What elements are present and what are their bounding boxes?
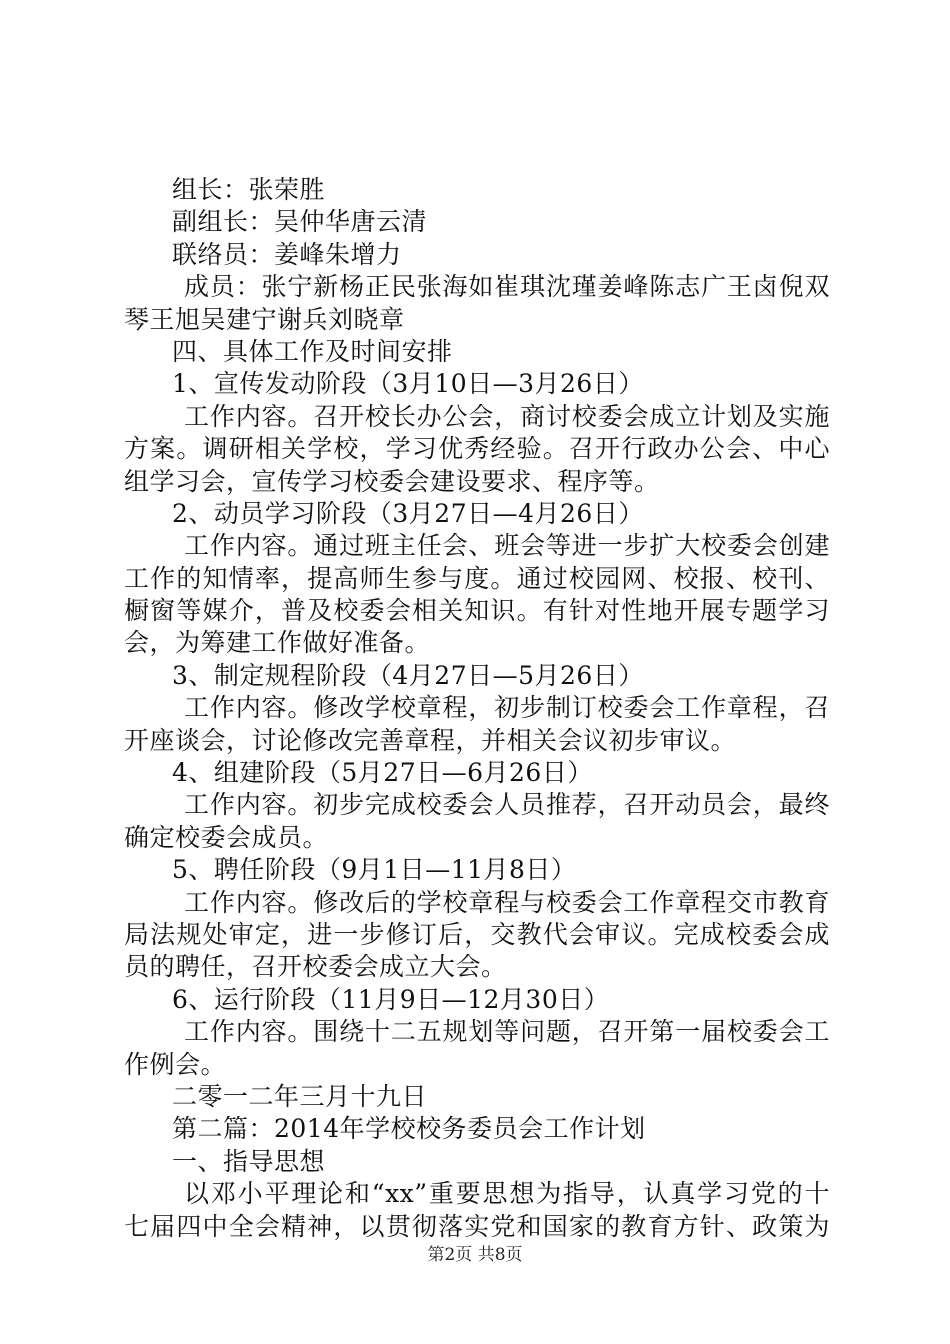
text-line: 方案。调研相关学校，学习优秀经验。召开行政办公会、中心: [124, 434, 830, 464]
text-line: 二零一二年三月十九日: [172, 1081, 428, 1111]
text-line: 6、运行阶段（11月9日—12月30日）: [172, 984, 610, 1014]
text-line: 组长：张荣胜: [172, 175, 326, 204]
text-line: 工作的知情率，提高师生参与度。通过校园网、校报、校刊、: [124, 563, 830, 593]
text-line: 成员：张宁新杨正民张海如崔琪沈瑾姜峰陈志广王卤倪双: [184, 272, 830, 302]
text-line: 组学习会，宣传学习校委会建设要求、程序等。: [124, 466, 660, 496]
text-line: 以邓小平理论和“xx”重要思想为指导，认真学习党的十: [184, 1179, 830, 1209]
text-line: 琴王旭吴建宁谢兵刘晓章: [124, 304, 405, 334]
text-line: 员的聘任，召开校委会成立大会。: [124, 952, 507, 982]
text-line: 4、组建阶段（5月27日—6月26日）: [172, 758, 593, 788]
text-line: 副组长：吴仲华唐云清: [172, 207, 428, 237]
text-line: 七届四中全会精神，以贯彻落实党和国家的教育方针、政策为: [124, 1211, 830, 1241]
text-line: 3、制定规程阶段（4月27日—5月26日）: [172, 660, 644, 690]
text-line: 工作内容。初步完成校委会人员推荐，召开动员会，最终: [184, 790, 830, 820]
text-line: 第二篇：2014年学校校务委员会工作计划: [172, 1114, 646, 1144]
text-line: 工作内容。围绕十二五规划等问题，召开第一届校委会工: [184, 1017, 830, 1047]
text-line: 5、聘任阶段（9月1日—11月8日）: [172, 855, 577, 885]
text-line: 联络员：姜峰朱增力: [172, 239, 402, 269]
text-line: 工作内容。修改学校章程，初步制订校委会工作章程，召: [184, 693, 830, 723]
text-line: 确定校委会成员。: [124, 822, 329, 852]
text-line: 工作内容。修改后的学校章程与校委会工作章程交市教育: [184, 887, 830, 917]
document-body: [124, 174, 830, 1243]
text-line: 工作内容。召开校长办公会，商讨校委会成立计划及实施: [184, 401, 830, 431]
text-line: 开座谈会，讨论修改完善章程，并相关会议初步审议。: [124, 725, 737, 755]
text-line: 1、宣传发动阶段（3月10日—3月26日）: [172, 369, 644, 399]
page-number-footer: 第2页 共8页: [427, 1245, 523, 1265]
text-line: 2、动员学习阶段（3月27日—4月26日）: [172, 498, 644, 528]
text-line: 局法规处审定，进一步修订后，交教代会审议。完成校委会成: [124, 919, 830, 949]
text-line: 四、具体工作及时间安排: [172, 336, 453, 366]
text-line: 一、指导思想: [172, 1146, 326, 1176]
text-line: 橱窗等媒介，普及校委会相关知识。有针对性地开展专题学习: [124, 596, 830, 626]
text-line: 作例会。: [124, 1049, 227, 1079]
text-line: 会，为筹建工作做好准备。: [124, 628, 431, 658]
text-line: 工作内容。通过班主任会、班会等进一步扩大校委会创建: [184, 531, 830, 561]
